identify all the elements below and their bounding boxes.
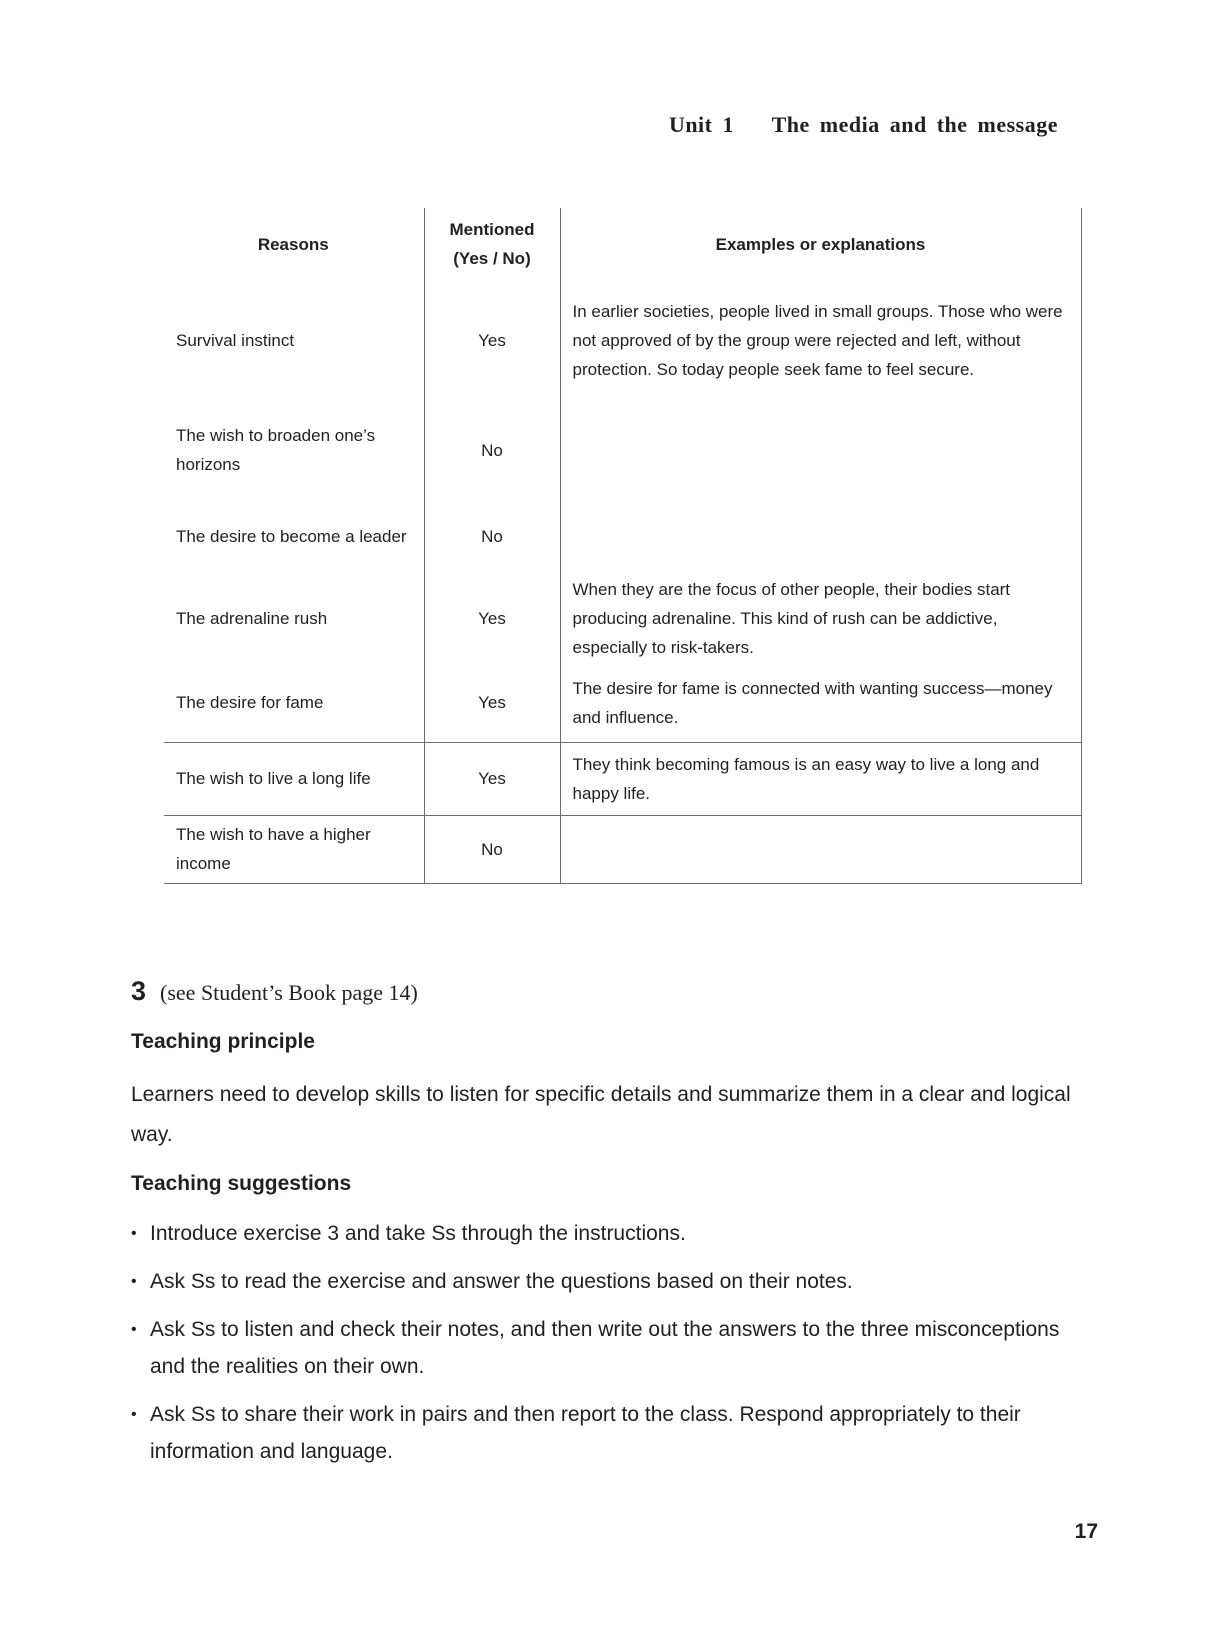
example-cell: The desire for fame is connected with wanting success—money and influence.: [560, 664, 1081, 742]
reason-cell: The desire for fame: [164, 664, 424, 742]
table-row: [164, 572, 1081, 664]
example-cell: When they are the focus of other people, their bodies start producing adrenaline. This kind of rush can be addictive, especially to risk-takers.: [560, 572, 1081, 664]
exercise-reference: (see Student’s Book page 14): [160, 980, 418, 1005]
reason-cell: The adrenaline rush: [164, 572, 424, 664]
mentioned-cell: No: [424, 400, 560, 500]
table-header-row: [164, 208, 1081, 280]
mentioned-cell: No: [424, 815, 560, 883]
header-reasons: Reasons: [164, 208, 424, 280]
example-cell: [560, 500, 1081, 572]
list-item: • Introduce exercise 3 and take Ss through the instructions.: [131, 1215, 1091, 1252]
mentioned-cell: Yes: [424, 280, 560, 400]
table-row: [164, 815, 1081, 883]
reason-cell: The wish to have a higher income: [164, 815, 424, 883]
list-item: • Ask Ss to listen and check their notes, and then write out the answers to the three misconceptions and the realities on their own.: [131, 1311, 1091, 1385]
unit-title: The media and the message: [771, 112, 1058, 137]
teaching-suggestions-list: [131, 1215, 1091, 1481]
example-cell: In earlier societies, people lived in small groups. Those who were not approved of by the group were rejected and left, without protection. So today people seek fame to feel secure.: [560, 280, 1081, 400]
reason-cell: Survival instinct: [164, 280, 424, 400]
table-row: [164, 500, 1081, 572]
header-mentioned: Mentioned (Yes / No): [424, 208, 560, 280]
mentioned-cell: Yes: [424, 572, 560, 664]
mentioned-cell: Yes: [424, 664, 560, 742]
unit-label: Unit 1: [668, 112, 734, 137]
mentioned-cell: Yes: [424, 742, 560, 815]
running-head: [669, 112, 1058, 138]
reason-cell: The wish to broaden one’s horizons: [164, 400, 424, 500]
example-cell: [560, 400, 1081, 500]
table-row: [164, 742, 1081, 815]
mentioned-cell: No: [424, 500, 560, 572]
header-examples: Examples or explanations: [560, 208, 1081, 280]
teaching-principle-heading: Teaching principle: [131, 1030, 315, 1053]
table-row: [164, 664, 1081, 742]
reason-cell: The desire to become a leader: [164, 500, 424, 572]
list-item: • Ask Ss to share their work in pairs and then report to the class. Respond appropriately to their information and language.: [131, 1396, 1091, 1470]
example-cell: [560, 815, 1081, 883]
exercise-number: 3: [131, 976, 147, 1006]
table-row: [164, 400, 1081, 500]
reason-cell: The wish to live a long life: [164, 742, 424, 815]
exercise-heading: [131, 976, 1091, 1007]
list-item: • Ask Ss to read the exercise and answer the questions based on their notes.: [131, 1263, 1091, 1300]
teaching-suggestions-heading: Teaching suggestions: [131, 1172, 352, 1195]
teaching-principle-text: Learners need to develop skills to listen for specific details and summarize them in a clear and logical way.: [131, 1083, 1071, 1146]
page-number: 17: [1074, 1520, 1098, 1543]
reasons-table: [164, 208, 1082, 884]
table-row: [164, 280, 1081, 400]
example-cell: They think becoming famous is an easy way to live a long and happy life.: [560, 742, 1081, 815]
